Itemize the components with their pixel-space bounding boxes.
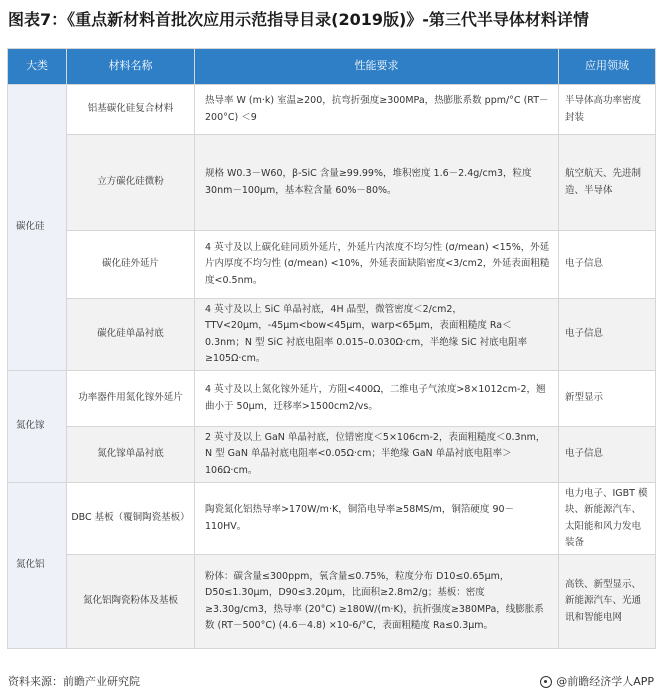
brand-credit: [540, 672, 654, 692]
figure-title: 图表7：《重点新材料首批次应用示范指导目录(2019版)》-第三代半导体材料详情: [8, 10, 589, 29]
application-cell: 航空航天、先进制造、半导体: [559, 135, 656, 231]
materials-table: [7, 48, 656, 649]
table-header-row: [8, 49, 656, 85]
table-row: [8, 483, 656, 555]
material-name-cell: DBC 基板（覆铜陶瓷基板）: [67, 483, 195, 555]
material-name-cell: 碳化硅单晶衬底: [67, 299, 195, 371]
header-category: 大类: [8, 49, 67, 85]
brand-label: @前瞻经济学人APP: [556, 675, 654, 688]
category-cell: 氮化铝: [8, 483, 67, 649]
table-row: [8, 555, 656, 649]
table-row: [8, 231, 656, 299]
application-cell: 高铁、新型显示、新能源汽车、光通讯和智能电网: [559, 555, 656, 649]
spec-cell: 4 英寸及以上氮化镓外延片，方阻<400Ω，二维电子气浓度>8×1012cm-2，翘曲小于 50μm，迁移率>1500cm2/vs。: [195, 371, 559, 427]
application-cell: 新型显示: [559, 371, 656, 427]
footer: [8, 672, 654, 692]
category-cell: 氮化镓: [8, 371, 67, 483]
material-name-cell: 碳化硅外延片: [67, 231, 195, 299]
spec-cell: 4 英寸及以上碳化硅同质外延片，外延片内浓度不均匀性 (σ/mean) <15%，外延片内厚度不均匀性 (σ/mean) <10%，外延表面缺陷密度<3/cm2，外延表面粗糙度<0.5nm。: [195, 231, 559, 299]
spec-cell: 热导率 W (m·k) 室温≥200，抗弯折强度≥300MPa，热膨胀系数 ppm/°C (RT－200°C) ＜9: [195, 85, 559, 135]
source-note: 资料来源：前瞻产业研究院: [8, 675, 140, 688]
header-application: 应用领域: [559, 49, 656, 85]
spec-cell: 规格 W0.3－W60，β-SiC 含量≥99.99%，堆积密度 1.6－2.4g/cm3，粒度 30nm－100μm，基本粒含量 60%－80%。: [195, 135, 559, 231]
application-cell: 半导体高功率密度封装: [559, 85, 656, 135]
spec-cell: 粉体：碳含量≤300ppm，氧含量≤0.75%，粒度分布 D10≤0.65μm，D50≤1.30μm，D90≤3.20μm，比面积≥2.8m2/g；基板：密度≥3.30g/cm3，热导率 (20°C) ≥180W/(m·K)，抗折强度≥380MPa，线膨胀系数 (RT－500°C) (4.6－4.8) ×10-6/°C，表面粗糙度 Ra≤0.3μm。: [195, 555, 559, 649]
spec-cell: 陶瓷氮化铝热导率>170W/m·K，铜箔电导率≥58MS/m，铜箔硬度 90－110HV。: [195, 483, 559, 555]
spec-cell: 2 英寸及以上 GaN 单晶衬底，位错密度＜5×106cm-2，表面粗糙度＜0.3nm，N 型 GaN 单晶衬底电阻率<0.05Ω·cm；半绝缘 GaN 单晶衬底电阻率＞106Ω·cm。: [195, 427, 559, 483]
material-name-cell: 功率器件用氮化镓外延片: [67, 371, 195, 427]
application-cell: 电力电子、IGBT 模块、新能源汽车、太阳能和风力发电装备: [559, 483, 656, 555]
material-name-cell: 铝基碳化硅复合材料: [67, 85, 195, 135]
brand-logo-icon: [540, 676, 552, 688]
header-material-name: 材料名称: [67, 49, 195, 85]
table-row: [8, 85, 656, 135]
application-cell: 电子信息: [559, 231, 656, 299]
table-row: [8, 299, 656, 371]
application-cell: 电子信息: [559, 427, 656, 483]
table-row: [8, 427, 656, 483]
table-row: [8, 135, 656, 231]
application-cell: 电子信息: [559, 299, 656, 371]
material-name-cell: 立方碳化硅微粉: [67, 135, 195, 231]
category-cell: 碳化硅: [8, 85, 67, 371]
header-performance: 性能要求: [195, 49, 559, 85]
material-name-cell: 氮化镓单晶衬底: [67, 427, 195, 483]
material-name-cell: 氮化铝陶瓷粉体及基板: [67, 555, 195, 649]
table-row: [8, 371, 656, 427]
spec-cell: 4 英寸及以上 SiC 单晶衬底，4H 晶型，微管密度＜2/cm2，TTV<20μm，-45μm<bow<45μm，warp<65μm，表面粗糙度 Ra＜0.3nm；N 型 SiC 衬底电阻率 0.015–0.030Ω·cm，半绝缘 SiC 衬底电阻率≥105Ω·cm。: [195, 299, 559, 371]
